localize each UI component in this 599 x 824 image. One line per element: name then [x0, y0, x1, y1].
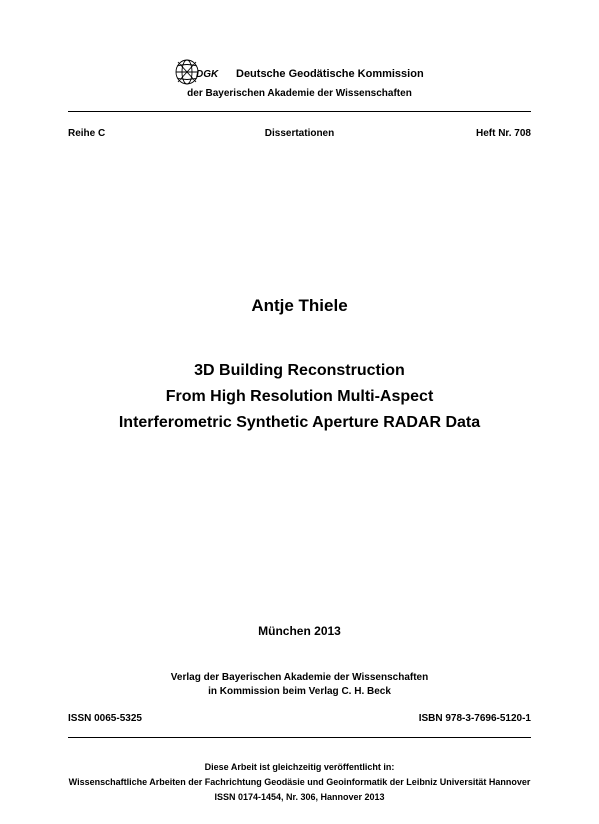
place-year: München 2013 [258, 624, 341, 638]
logo-text: DGK [196, 69, 219, 80]
top-divider [68, 111, 531, 112]
bottom-divider [68, 737, 531, 738]
org-name-line1: Deutsche Geodätische Kommission [236, 68, 424, 80]
issn: ISSN 0065-5325 [68, 713, 142, 724]
org-name-line2: der Bayerischen Akademie der Wissenschaften [187, 88, 412, 99]
series-type: Dissertationen [264, 128, 335, 139]
header [0, 58, 599, 88]
publication-note [0, 760, 599, 805]
series-row [68, 128, 531, 142]
series-number: Heft Nr. 708 [475, 128, 531, 139]
title-line: Interferometric Synthetic Aperture RADAR Data [118, 414, 481, 431]
note-line: Wissenschaftliche Arbeiten der Fachrichtung Geodäsie und Geoinformatik der Leibniz Universität Hannover [68, 777, 531, 787]
note-line: Diese Arbeit ist gleichzeitig veröffentlicht in: [204, 762, 395, 772]
author-name: Antje Thiele [251, 296, 348, 315]
document-title [0, 358, 599, 436]
identifier-row [68, 713, 531, 727]
title-line: From High Resolution Multi-Aspect [165, 388, 434, 405]
dgk-globe-logo-icon [174, 58, 226, 86]
title-line: 3D Building Reconstruction [194, 362, 405, 379]
publisher-info [0, 671, 599, 699]
series-label: Reihe C [68, 128, 106, 139]
publisher-line: Verlag der Bayerischen Akademie der Wissenschaften [170, 672, 429, 683]
publisher-line: in Kommission beim Verlag C. H. Beck [208, 686, 391, 697]
isbn: ISBN 978-3-7696-5120-1 [418, 713, 531, 724]
note-line: ISSN 0174-1454, Nr. 306, Hannover 2013 [214, 792, 385, 802]
